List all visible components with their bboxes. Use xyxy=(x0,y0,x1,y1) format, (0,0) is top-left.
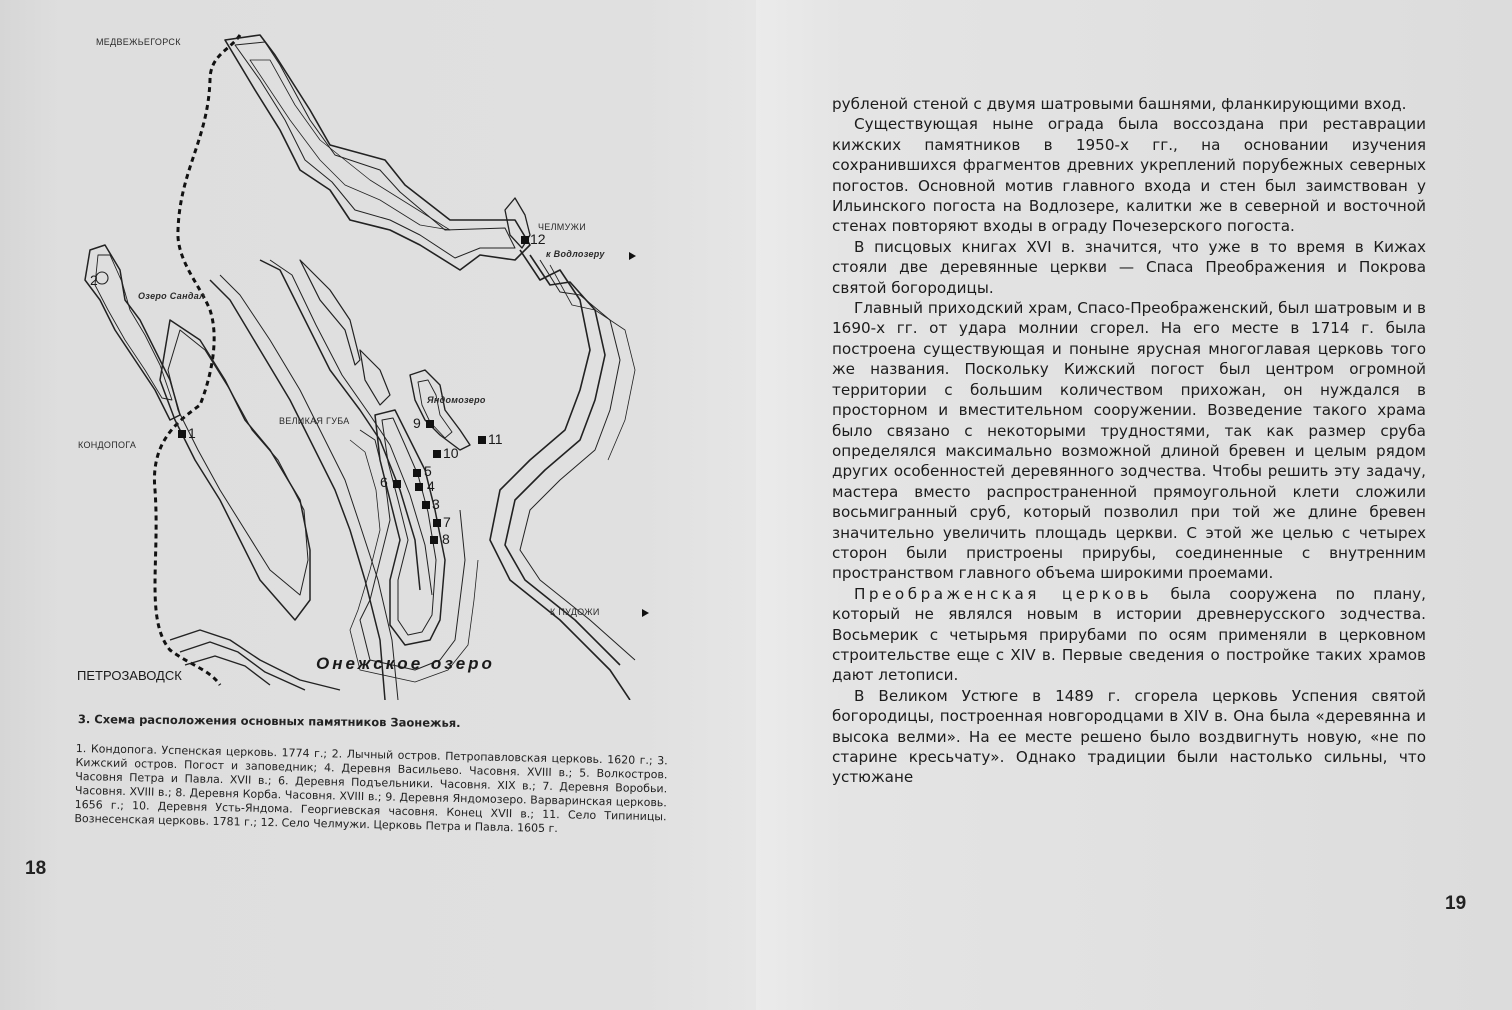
figure-caption: 3. Схема расположения основных памятников Заонежья. xyxy=(77,712,461,731)
site-marker-12 xyxy=(521,236,529,244)
paragraph xyxy=(832,584,1426,686)
figure-legend: 1. Кондопога. Успенская церковь. 1774 г.; 2. Лычный остров. Петропавловская церковь. 1620 г.; 3. Кижский остров. Погост и заповедник; 4. Деревня Васильево. Часовня. XVIII в.; 5. Волкостров. Часовня Петра и Павла. XVII в.; 6. Деревня Подъельники. Часовня. XIX в.; 7. Деревня Воробьи. Часовня. XVIII в.; 8. Деревня Корба. Часовня. XVIII в.; 9. Деревня Яндомозеро. Варваринская церковь. 1656 г.; 10. Деревня Усть-Яндома. Георгиевская часовня. Конец XVII в.; 11. Село Типиницы. Вознесенская церковь. 1781 г.; 12. Село Челмужи. Церковь Петра и Павла. 1605 г. xyxy=(74,742,668,836)
body-text xyxy=(832,94,1426,788)
site-number: 4 xyxy=(427,478,435,494)
site-number: 8 xyxy=(442,531,450,547)
site-number: 1 xyxy=(188,425,196,441)
site-marker-10 xyxy=(433,450,441,458)
arrow-right-icon xyxy=(642,609,649,617)
label-yandomozero: Яндомозеро xyxy=(427,395,486,405)
label-velikaya-guba: ВЕЛИКАЯ ГУБА xyxy=(279,416,350,426)
label-medvezhyegorsk: МЕДВЕЖЬЕГОРСК xyxy=(96,37,181,47)
paragraph: рубленой стеной с двумя шатровыми башнями, фланкирующими вход. xyxy=(832,95,1407,113)
label-to-vodlozero: к Водлозеру xyxy=(546,249,605,259)
label-petrozavodsk: ПЕТРОЗАВОДСК xyxy=(77,668,182,683)
paragraph-text: была сооружена по плану, который не являлся новым в истории древнерусского зодчества. Восьмерик с четырьмя прирубами по осям применяли в церковном строительстве еще с XIV в. Первые сведения о постройке таких храмов дают летописи. xyxy=(832,584,1426,685)
site-number: 12 xyxy=(530,231,546,247)
page-number-left: 18 xyxy=(25,858,47,879)
site-marker-7 xyxy=(433,519,441,527)
zaonezhye-map xyxy=(60,20,640,700)
label-kondopoga: КОНДОПОГА xyxy=(78,440,137,450)
paragraph: Существующая ныне ограда была воссоздана при реставрации кижских памятников в 1950-х гг., на основании изучения сохранившихся фрагментов древних укреплений порубежных северных погостов. Основной мотив главного входа и стен был заимствован у Ильинского погоста на Водлозере, калитки же в северной и восточной стенах повторяют входы в ограду Почезерского погоста. xyxy=(832,115,1426,236)
site-number: 11 xyxy=(488,431,503,447)
site-number: 2 xyxy=(90,272,98,288)
site-number: 7 xyxy=(443,514,451,530)
paragraph: В Великом Устюге в 1489 г. сгорела церковь Успения святой богородицы, построенная новгородцами в XIV в. Она была «деревянна и высока велми». На ее месте решено было воздвигнуть новую, «не по старине кресьчату». Однако традиции были настолько сильны, что устюжане xyxy=(832,686,1426,787)
site-marker-4 xyxy=(415,483,423,491)
site-marker-5 xyxy=(413,469,421,477)
map-drawing xyxy=(60,20,640,700)
arrow-right-icon xyxy=(629,252,636,260)
site-marker-9 xyxy=(426,420,434,428)
label-to-pudozh: К ПУДОЖИ xyxy=(550,607,600,617)
site-marker-1 xyxy=(178,430,186,438)
paragraph: Главный приходский храм, Спасо-Преображенский, был шатровым и в 1690-х гг. от удара молнии сгорел. На его месте в 1714 г. была построена существующая и поныне ярусная многоглавая церковь того же названия. Поскольку Кижский погост был центром огромной территории с большим количеством прихожан, он нуждался в просторном и вместительном сооружении. Возведение такого храма было связано с некоторыми трудностями, так как размер сруба определялся максимально возможной длиной бревен и целым рядом других особенностей деревянного зодчества. Чтобы решить эту задачу, мастера вместо распространенной прямоугольной клети сложили восьмигранный сруб, который позволил при той же длине бревен значительно увеличить площадь церкви. С этой же целью с четырех сторон были пристроены прирубы, соединенные с внутренним пространством главного объема широкими проемами. xyxy=(832,299,1426,583)
spaced-emphasis: Преображенская церковь xyxy=(854,584,1153,603)
site-number: 5 xyxy=(424,463,432,479)
label-ozero-sandal: Озеро Сандал xyxy=(138,291,206,301)
site-number: 3 xyxy=(432,496,440,512)
label-onezhskoe-ozero: Онежское озеро xyxy=(316,654,495,673)
site-marker-6 xyxy=(393,480,401,488)
site-number: 10 xyxy=(443,445,459,461)
site-marker-8 xyxy=(430,536,438,544)
site-marker-11 xyxy=(478,436,486,444)
site-number: 9 xyxy=(413,415,421,431)
site-number: 6 xyxy=(380,474,388,490)
paragraph: В писцовых книгах XVI в. значится, что уже в то время в Кижах стояли две деревянные церкви — Спаса Преображения и Покрова святой богородицы. xyxy=(832,237,1426,297)
label-chelmuzhi: ЧЕЛМУЖИ xyxy=(538,222,587,232)
page-number-right: 19 xyxy=(1445,893,1467,914)
site-marker-3 xyxy=(422,501,430,509)
